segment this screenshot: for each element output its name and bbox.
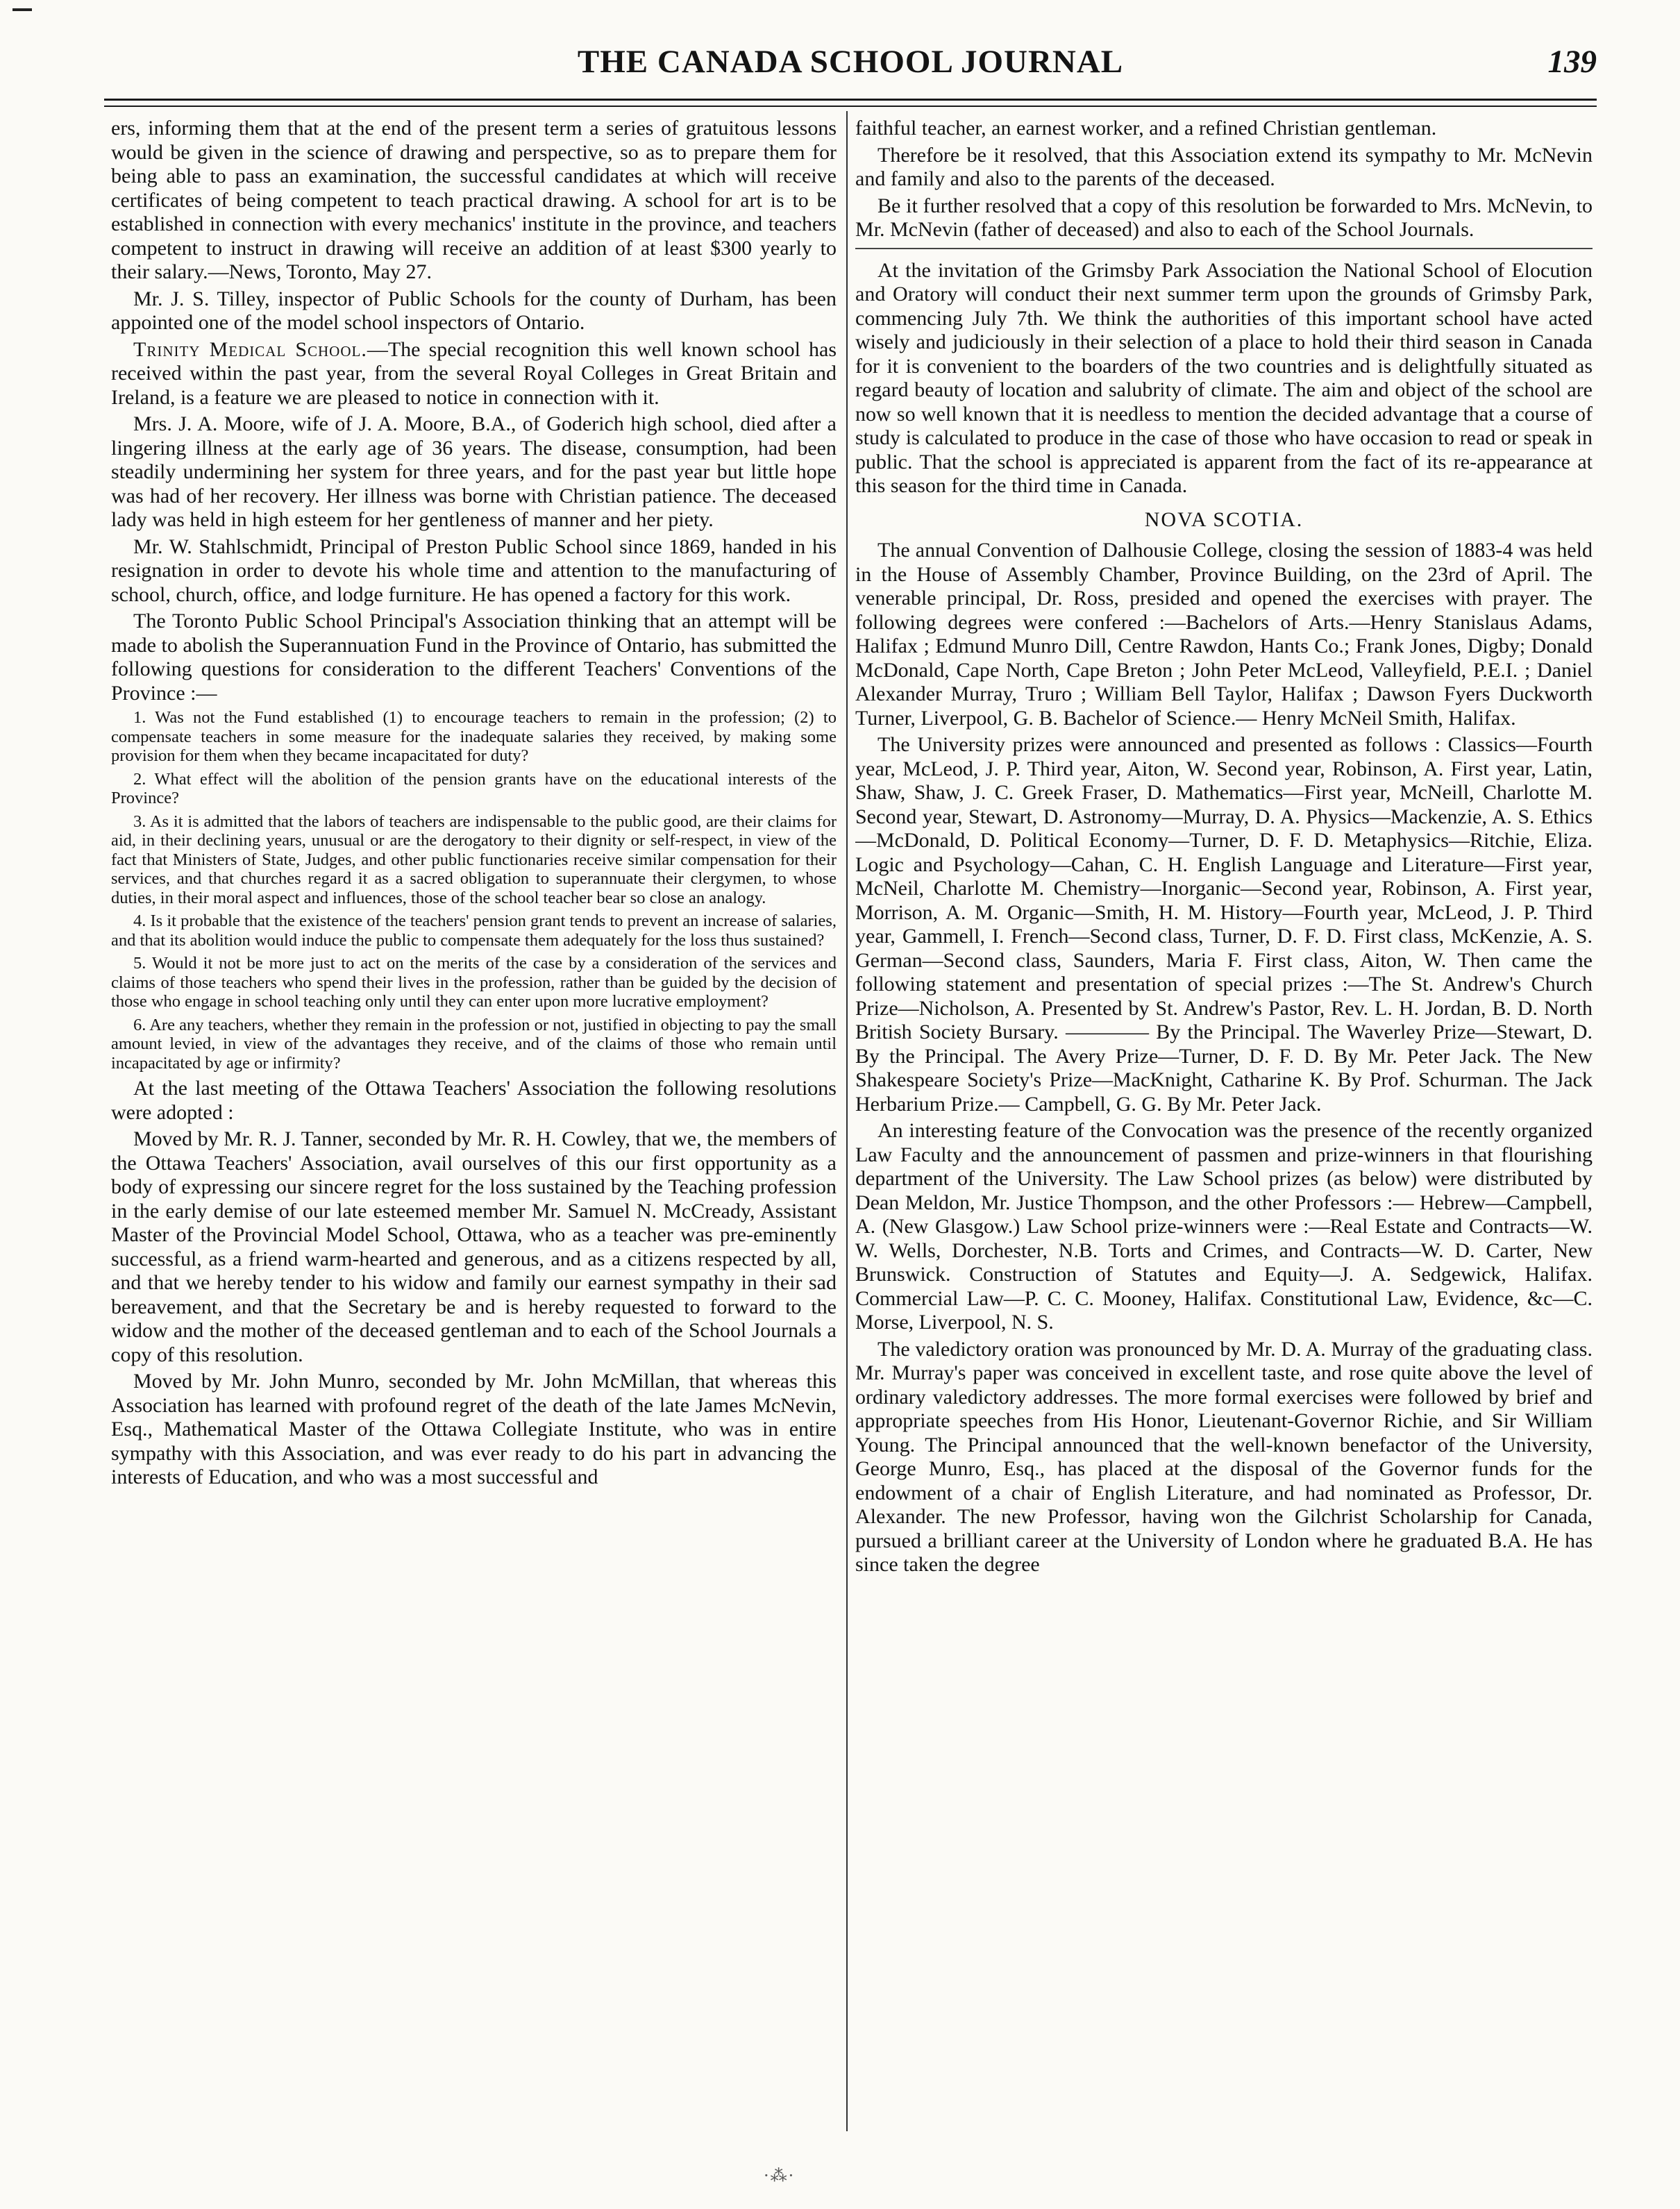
question-item: 6. Are any teachers, whether they remain in the profession or not, justified in objecting to pay the small amount levied, in view of the advantages they receive, and of the claims of those who remain until incapacitated by age or infirmity? (111, 1015, 837, 1073)
paragraph: Moved by Mr. R. J. Tanner, seconded by Mr. R. H. Cowley, that we, the members of the Ottawa Teachers' Association, avail ourselves of this our first opportunity as a body of expressing our sincere regret for the loss sustained by the Teaching profession in the early demise of our late esteemed member Mr. Samuel N. McCready, Assistant Master of the Provincial Model School, Ottawa, who as a teacher was pre-eminently successful, as a friend warm-hearted and generous, and as a citizens respected by all, and that we hereby tender to his widow and family our earnest sympathy in their sad bereavement, and that the Secretary be and is hereby requested to forward to the widow and the mother of the deceased gentleman and to each of the School Journals a copy of this resolution. (111, 1127, 837, 1366)
section-heading: NOVA SCOTIA. (1144, 507, 1304, 531)
question-item: 1. Was not the Fund established (1) to encourage teachers to remain in the profession; (2) to compensate teachers in some measure for the inadequate salaries they received, by making some provision for them when they became incapacitated for duty? (111, 708, 837, 765)
paragraph: The annual Convention of Dalhousie College, closing the session of 1883-4 was held in the House of Assembly Chamber, Province Building, on the 23rd of April. The venerable principal, Dr. Ross, presided and opened the exercises with prayer. The following degrees were confered :—Bachelors of Arts.—Henry Stanislaus Adams, Halifax ; Edmund Munro Dill, Centre Rawdon, Hants Co.; Frank Jones, Digby; Donald McDonald, Cape North, Cape Breton ; John Peter McLeod, Valleyfield, P.E.I. ; Daniel Alexander Murray, Truro ; William Bell Taylor, Halifax ; Dawson Fyers Duckworth Turner, Liverpool, G. B. Bachelor of Science.— Henry McNeil Smith, Halifax. (855, 539, 1593, 730)
paragraph: Therefore be it resolved, that this Association extend its sympathy to Mr. McNevin and family and also to the parents of the deceased. (855, 143, 1593, 190)
paragraph: The University prizes were announced and presented as follows : Classics—Fourth year, McLeod, J. P. Third year, Aiton, W. Second year, Robinson, A. First year, Latin, Shaw, Shaw, J. C. Greek Fraser, D. Mathematics—First year, McNeill, Charlotte M. Second year, Stewart, D. Astronomy—Murray, D. A. Physics—Mackenzie, A. S. Ethics—McDonald, D. Political Economy—Turner, D. F. D. Metaphysics—Ritchie, Eliza. Logic and Psychology—Cahan, C. H. English Language and Literature—First year, McNeil, Charlotte M. Chemistry—Inorganic—Second year, Robinson, A. First year, Morrison, A. M. Organic—Smith, H. M. History—Fourth year, McLeod, J. P. Third year, Gammell, I. French—Second class, Turner, D. F. D. First class, McKenzie, A. S. German—Second class, Saunders, Maria F. First class, Aiton, W. Then came the following statement and presentation of special prizes :—The St. Andrew's Church Prize—Nicholson, A. Presented by St. Andrew's Pastor, Rev. L. H. Jordan, B. D. North British Society Bursary. ———— By the Principal. The Waverley Prize—Stewart, D. By the Principal. The Avery Prize—Turner, D. F. D. By Mr. Peter Jack. The New Shakespeare Society's Prize—MacKnight, Catharine K. By Prof. Schurman. The Jack Herbarium Prize.— Campbell, G. G. By Mr. Peter Jack. (855, 733, 1593, 1116)
question-item: 4. Is it probable that the existence of the teachers' pension grant tends to prevent an increase of salaries, and that its abolition would induce the public to compensate them adequately for the loss thus sustained? (111, 912, 837, 950)
question-item: 5. Would it not be more just to act on the merits of the case by a consideration of the services and claims of those teachers who spend their lives in the profession, rather than be guided by the decision of those who engage in school teaching only until they can enter upon more lucrative employment? (111, 954, 837, 1011)
paragraph: Mr. W. Stahlschmidt, Principal of Preston Public School since 1869, handed in his resignation in order to devote his whole time and attention to the manufacturing of school, church, office, and lodge furniture. He has opened a factory for this work. (111, 535, 837, 606)
question-item: 2. What effect will the abolition of the pension grants have on the educational interests of the Province? (111, 769, 837, 807)
paragraph (111, 338, 837, 410)
column-divider (846, 111, 848, 2131)
paragraph: Moved by Mr. John Munro, seconded by Mr. John McMillan, that whereas this Association has learned with profound regret of the death of the late James McNevin, Esq., Mathematical Master of the Ottawa Collegiate Institute, who was in entire sympathy with this Association, and was ever ready to do his part in advancing the interests of Education, and who was a most successful and (111, 1370, 837, 1488)
paragraph: ers, informing them that at the end of the present term a series of gratuitous lessons would be given in the science of drawing and perspective, so as to prepare them for being able to pass an examination, the successful candidates at which will receive certificates of being competent to teach practical drawing. A school for art is to be established in connection with every mechanics' institute in the province, and teachers competent to instruct in drawing will receive an addition of at least $300 yearly to their salary.—News, Toronto, May 27. (111, 117, 837, 283)
paragraph: Be it further resolved that a copy of this resolution be forwarded to Mrs. McNevin, to Mr. McNevin (father of deceased) and also to each of the School Journals. (855, 194, 1593, 241)
section-lead: Trinity Medical School. (133, 337, 367, 361)
journal-title: THE CANADA SCHOOL JOURNAL (577, 44, 1124, 80)
paragraph: The Toronto Public School Principal's Association thinking that an attempt will be made to abolish the Superannuation Fund in the Province of Ontario, has submitted the following questions for consideration to the different Teachers' Conventions of the Province :— (111, 610, 837, 705)
paragraph-body: —The special recognition this well known school has received within the past year, from the several Royal Colleges in Great Britain and Ireland, is a feature we are pleased to notice in connection with it. (111, 337, 837, 409)
page-header (104, 31, 1597, 93)
paragraph: faithful teacher, an earnest worker, and a refined Christian gentleman. (855, 117, 1437, 140)
header-rule (104, 99, 1597, 101)
right-column (855, 117, 1593, 2130)
paragraph: An interesting feature of the Convocation was the presence of the recently organized Law Faculty and the announcement of passmen and prize-winners in that flourishing department of the University. The Law School prizes (as below) were distributed by Dean Meldon, Mr. Justice Thompson, and the other Professors :— Hebrew—Campbell, A. (New Glasgow.) Law School prize-winners were :—Real Estate and Contracts—W. W. Wells, Dorchester, N.B. Torts and Crimes, and Contracts—W. D. Carter, New Brunswick. Construction of Statutes and Equity—J. A. Sedgewick, Halifax. Commercial Law—P. C. C. Mooney, Halifax. Constitutional Law, Evidence, &c—C. Morse, Liverpool, N. S. (855, 1119, 1593, 1334)
section-separator (855, 248, 1593, 249)
paragraph: Mrs. J. A. Moore, wife of J. A. Moore, B.A., of Goderich high school, died after a lingering illness at the early age of 36 years. The disease, consumption, had been steadily undermining her system for three years, and for the past year but little hope was had of her recovery. Her illness was borne with Christian patience. The deceased lady was held in high esteem for her gentleness of manner and her piety. (111, 412, 837, 531)
question-item: 3. As it is admitted that the labors of teachers are indispensable to the public good, are their claims for aid, in their declining years, unusual or are the derogatory to their dignity or self-respect, in view of the fact that Ministers of State, Judges, and other public functionaries receive similar compensation for their services, and that churches regard it as a sacred obligation to superannuate their clergymen, to whose duties, in their moral aspect and influences, those of the school teacher bear so close an analogy. (111, 812, 837, 907)
paragraph: At the last meeting of the Ottawa Teachers' Association the following resolutions were adopted : (111, 1077, 837, 1124)
header-rule-thin (104, 106, 1597, 107)
page-number: 139 (1547, 44, 1597, 80)
footer-ornament: ·⁂· (764, 2166, 796, 2185)
left-column (111, 117, 837, 2130)
paragraph: At the invitation of the Grimsby Park Association the National School of Elocution and Oratory will conduct their next summer term upon the grounds of Grimsby Park, commencing July 7th. We think the authorities of this important school have acted wisely and judiciously in their selection of a place to hold their third season in Canada for it is convenient to the boarders of the two countries and is delightfully situated as regard beauty of location and salubrity of climate. The aim and object of the school are now so well known that it is needless to mention the decided advantage that a course of study is calculated to produce in the case of those who have occasion to read or speak in public. That the school is appreciated is apparent from the fact of its re-appearance at this season for the third time in Canada. (855, 258, 1593, 497)
paragraph: The valedictory oration was pronounced by Mr. D. A. Murray of the graduating class. Mr. Murray's paper was conceived in excellent taste, and rose quite above the level of ordinary valedictory addresses. The more formal exercises were followed by brief and appropriate speeches from His Honor, Lieutenant-Governor Richie, and Sir William Young. The Principal announced that the well-known benefactor of the University, George Munro, Esq., has placed at the disposal of the Governor funds for the endowment of a chair of English Literature, and had nominated as Professor, Dr. Alexander. The new Professor, having won the Gilchrist Scholarship for Canada, pursued a brilliant career at the University of London where he graduated B.A. He has since taken the degree (855, 1337, 1593, 1576)
page-corner-mark (12, 8, 32, 11)
paragraph: Mr. J. S. Tilley, inspector of Public Schools for the county of Durham, has been appointed one of the model school inspectors of Ontario. (111, 287, 837, 334)
